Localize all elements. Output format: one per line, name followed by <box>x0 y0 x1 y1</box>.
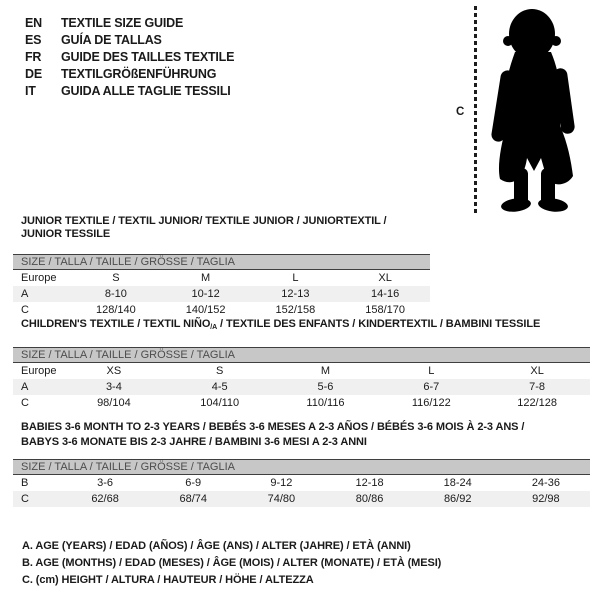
table-row-a <box>13 286 430 302</box>
title-line-1: BABIES 3-6 MONTH TO 2-3 YEARS / BEBÉS 3-6 MESES A 2-3 AÑOS / BÉBÉS 3-6 MOIS À 2-3 ANS / <box>21 421 525 433</box>
cell: 10-12 <box>191 288 220 300</box>
column-header: S <box>216 365 224 377</box>
section-title <box>21 420 590 450</box>
cell: 116/122 <box>411 397 451 409</box>
language-title: GUIDE DES TAILLES TEXTILE <box>61 50 235 64</box>
cell: 14-16 <box>371 288 400 300</box>
size-header-bar: SIZE / TALLA / TAILLE / GRÖSSE / TAGLIA <box>13 347 590 363</box>
row-label: C <box>21 304 29 316</box>
row-label: C <box>21 493 29 505</box>
cell: 18-24 <box>443 477 472 489</box>
row-label: B <box>21 477 29 489</box>
column-header: XL <box>530 365 544 377</box>
row-label: C <box>21 397 29 409</box>
cell: 3-4 <box>105 381 122 393</box>
cell: 98/104 <box>97 397 131 409</box>
footnote-a: A. AGE (YEARS) / EDAD (AÑOS) / ÂGE (ANS) / ALTER (JAHRE) / ETÀ (ANNI) <box>22 540 411 552</box>
children-size-table <box>13 363 590 411</box>
table-row-c <box>13 395 590 411</box>
section-title <box>21 318 590 334</box>
cell: 128/140 <box>95 304 136 316</box>
language-code: EN <box>25 16 42 30</box>
cell: 104/110 <box>200 397 240 409</box>
language-title-list <box>25 15 234 100</box>
cell: 86/92 <box>443 493 472 505</box>
section-childrens-textile <box>13 318 590 411</box>
table-row-columns <box>13 363 590 379</box>
language-title: TEXTILE SIZE GUIDE <box>61 16 184 30</box>
language-row-fr <box>25 49 234 66</box>
language-row-en <box>25 15 234 32</box>
language-title: TEXTILGRÖßENFÜHRUNG <box>61 67 217 81</box>
cell: 62/68 <box>91 493 119 505</box>
cell: 158/170 <box>365 304 405 316</box>
cell: 122/128 <box>517 397 557 409</box>
cell: 152/158 <box>275 304 316 316</box>
cell: 3-6 <box>97 477 114 489</box>
cell: 6-9 <box>185 477 202 489</box>
cell: 110/116 <box>306 397 345 409</box>
language-row-es <box>25 32 234 49</box>
cell: 4-5 <box>211 381 228 393</box>
column-header: S <box>112 272 120 284</box>
cell: 8-10 <box>104 288 127 300</box>
table-row-columns <box>13 270 430 286</box>
baby-silhouette-icon <box>485 8 585 213</box>
section-title: JUNIOR TEXTILE / TEXTIL JUNIOR/ TEXTILE JUNIOR / JUNIORTEXTIL / JUNIOR TESSILE <box>21 215 387 240</box>
section-junior-textile <box>13 215 430 318</box>
language-row-it <box>25 83 234 100</box>
language-code: ES <box>25 33 42 47</box>
cell: 24-36 <box>531 477 560 489</box>
column-header: XS <box>106 365 122 377</box>
title-subscript: /A <box>210 324 218 331</box>
height-dashed-line <box>474 6 477 214</box>
footnote-c: C. (cm) HEIGHT / ALTURA / HAUTEUR / HÖHE / ALTEZZA <box>22 574 314 586</box>
column-header: Europe <box>21 272 57 284</box>
column-header: M <box>320 365 331 377</box>
language-code: IT <box>25 84 36 98</box>
size-header-bar: SIZE / TALLA / TAILLE / GRÖSSE / TAGLIA <box>13 254 430 270</box>
cell: 68/74 <box>179 493 207 505</box>
table-row-c <box>13 302 430 318</box>
footnotes <box>22 538 441 589</box>
table-row-a <box>13 379 590 395</box>
cell: 92/98 <box>532 493 560 505</box>
cell: 5-6 <box>317 381 334 393</box>
cell: 7-8 <box>529 381 546 393</box>
cell: 9-12 <box>270 477 293 489</box>
cell: 12-18 <box>355 477 384 489</box>
language-title: GUÍA DE TALLAS <box>61 33 162 47</box>
title-part: CHILDREN'S TEXTILE / TEXTIL NIÑO <box>21 318 211 330</box>
cell: 74/80 <box>267 493 296 505</box>
junior-size-table <box>13 270 430 318</box>
cell: 140/152 <box>185 304 226 316</box>
column-header: M <box>201 272 211 284</box>
cell: 80/86 <box>355 493 384 505</box>
column-header: L <box>428 365 435 377</box>
size-header-bar: SIZE / TALLA / TAILLE / GRÖSSE / TAGLIA <box>13 459 590 475</box>
language-code: DE <box>25 67 42 81</box>
height-measure-figure <box>452 4 592 216</box>
table-row-c <box>13 491 590 507</box>
column-header: Europe <box>21 365 57 377</box>
title-line-2: BABYS 3-6 MONATE BIS 2-3 JAHRE / BAMBINI 3-6 MESI A 2-3 ANNI <box>21 436 367 448</box>
cell: 12-13 <box>281 288 310 300</box>
babies-size-table <box>13 475 590 507</box>
title-part: / TEXTILE DES ENFANTS / KINDERTEXTIL / BAMBINI TESSILE <box>217 318 541 330</box>
footnote-b: B. AGE (MONTHS) / EDAD (MESES) / ÂGE (MOIS) / ALTER (MONATE) / ETÀ (MESI) <box>22 557 442 569</box>
table-row-b <box>13 475 590 491</box>
section-babies-textile <box>13 420 590 507</box>
column-header: L <box>292 272 299 284</box>
language-code: FR <box>25 50 42 64</box>
language-title: GUIDA ALLE TAGLIE TESSILI <box>61 84 231 98</box>
language-row-de <box>25 66 234 83</box>
row-label: A <box>21 381 29 393</box>
cell: 6-7 <box>423 381 440 393</box>
column-header: XL <box>378 272 392 284</box>
measure-c-label: C <box>456 106 465 118</box>
row-label: A <box>21 288 29 300</box>
